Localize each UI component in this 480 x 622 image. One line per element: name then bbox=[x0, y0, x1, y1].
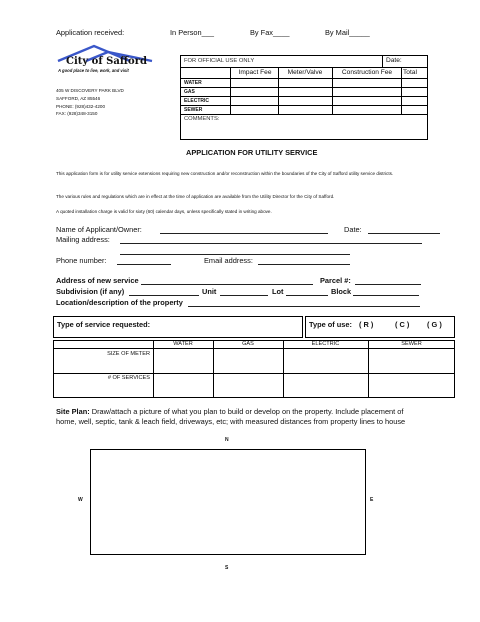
service-address-label: Address of new service bbox=[56, 276, 139, 285]
official-row-gas: GAS bbox=[184, 89, 195, 95]
service-col-electric: ELECTRIC bbox=[311, 341, 340, 347]
site-plan-box[interactable] bbox=[90, 449, 366, 555]
intro-paragraph: This application form is for utility service extensions requiring new construction and/or reconstruction within the boundaries of the City of Safford utility service districts. bbox=[56, 171, 394, 176]
compass-north: N bbox=[225, 437, 229, 443]
page-title: APPLICATION FOR UTILITY SERVICE bbox=[186, 148, 318, 157]
compass-south: S bbox=[225, 565, 229, 571]
service-type-label: Type of service requested: bbox=[57, 320, 151, 329]
mailing-address-label: Mailing address: bbox=[56, 235, 110, 244]
official-use-table bbox=[180, 55, 428, 140]
location-description-field[interactable] bbox=[188, 298, 420, 307]
parcel-label: Parcel #: bbox=[320, 276, 351, 285]
site-plan-text-2: home, well, septic, tank & leach field, driveways, etc; with measured distances from property lines to house bbox=[56, 417, 406, 426]
site-plan-label: Site Plan: bbox=[56, 407, 90, 416]
unit-label: Unit bbox=[202, 287, 217, 296]
email-address-field[interactable] bbox=[258, 256, 350, 265]
use-option-residential[interactable]: ( R ) bbox=[359, 320, 374, 329]
address-phone: PHONE: (928)432-4200 bbox=[56, 103, 106, 109]
site-plan-instructions bbox=[56, 407, 456, 417]
official-col-meter: Meter/Valve bbox=[287, 69, 323, 76]
by-mail-option[interactable]: By Mail_____ bbox=[325, 28, 370, 37]
lot-field[interactable] bbox=[286, 287, 328, 296]
unit-field[interactable] bbox=[220, 287, 268, 296]
service-col-water: WATER bbox=[173, 341, 193, 347]
official-date-label[interactable]: Date: bbox=[386, 57, 402, 64]
mailing-address-field[interactable] bbox=[120, 235, 422, 244]
application-received-label: Application received: bbox=[56, 28, 125, 37]
address-line2: SAFFORD, AZ 85546 bbox=[56, 95, 101, 101]
logo-text: City of Safford bbox=[66, 56, 147, 67]
lot-label: Lot bbox=[272, 287, 284, 296]
use-type-label: Type of use: bbox=[309, 320, 352, 329]
official-row-water: WATER bbox=[184, 80, 202, 86]
site-plan-text-1: Draw/attach a picture of what you plan to build or develop on the property. Include placement of bbox=[91, 407, 404, 416]
block-label: Block bbox=[331, 287, 352, 296]
address-fax: FAX: (928)348-3150 bbox=[56, 111, 98, 117]
service-row-services-count: # OF SERVICES bbox=[107, 375, 150, 381]
applicant-name-label: Name of Applicant/Owner: bbox=[56, 225, 142, 234]
subdivision-field[interactable] bbox=[129, 287, 199, 296]
service-table bbox=[53, 316, 455, 398]
official-col-construction: Construction Fee bbox=[341, 69, 393, 76]
subdivision-label: Subdivision (if any) bbox=[56, 287, 125, 296]
service-address-field[interactable] bbox=[141, 276, 313, 285]
applicant-name-field[interactable] bbox=[160, 225, 328, 234]
use-option-government[interactable]: ( G ) bbox=[427, 320, 442, 329]
block-field[interactable] bbox=[353, 287, 419, 296]
by-fax-option[interactable]: By Fax____ bbox=[250, 28, 290, 37]
service-row-meter-size: SIZE OF METER bbox=[107, 351, 150, 357]
phone-number-label: Phone number: bbox=[56, 256, 107, 265]
official-col-impact: Impact Fee bbox=[238, 69, 272, 76]
compass-west: W bbox=[78, 497, 83, 503]
city-address bbox=[56, 87, 124, 118]
in-person-option[interactable]: In Person___ bbox=[170, 28, 214, 37]
rules-paragraph: The various rules and regulations which are in effect at the time of application are available from the Utility Director for the City of Safford. bbox=[56, 194, 335, 199]
official-row-electric: ELECTRIC bbox=[184, 98, 209, 104]
parcel-field[interactable] bbox=[355, 276, 421, 285]
city-logo bbox=[56, 44, 156, 76]
phone-number-field[interactable] bbox=[117, 256, 171, 265]
official-row-sewer: SEWER bbox=[184, 107, 203, 113]
service-col-sewer: SEWER bbox=[401, 341, 422, 347]
official-use-label: FOR OFFICIAL USE ONLY bbox=[184, 58, 255, 64]
quote-paragraph: A quoted installation charge is valid for sixty (60) calendar days, unless specifically stated in writing above. bbox=[56, 209, 272, 214]
logo-tagline: A good place to live, work, and visit bbox=[58, 68, 129, 73]
compass-east: E bbox=[370, 497, 374, 503]
email-address-label: Email address: bbox=[204, 256, 253, 265]
use-option-commercial[interactable]: ( C ) bbox=[395, 320, 410, 329]
mailing-address-field-2[interactable] bbox=[120, 246, 350, 255]
applicant-date-label: Date: bbox=[344, 225, 362, 234]
location-description-label: Location/description of the property bbox=[56, 298, 183, 307]
applicant-date-field[interactable] bbox=[368, 225, 440, 234]
service-col-gas: GAS bbox=[242, 341, 254, 347]
official-comments-label[interactable]: COMMENTS: bbox=[184, 116, 220, 122]
official-col-total: Total bbox=[403, 69, 417, 76]
address-line1: 405 W DISCOVERY PARK BLVD bbox=[56, 88, 124, 93]
